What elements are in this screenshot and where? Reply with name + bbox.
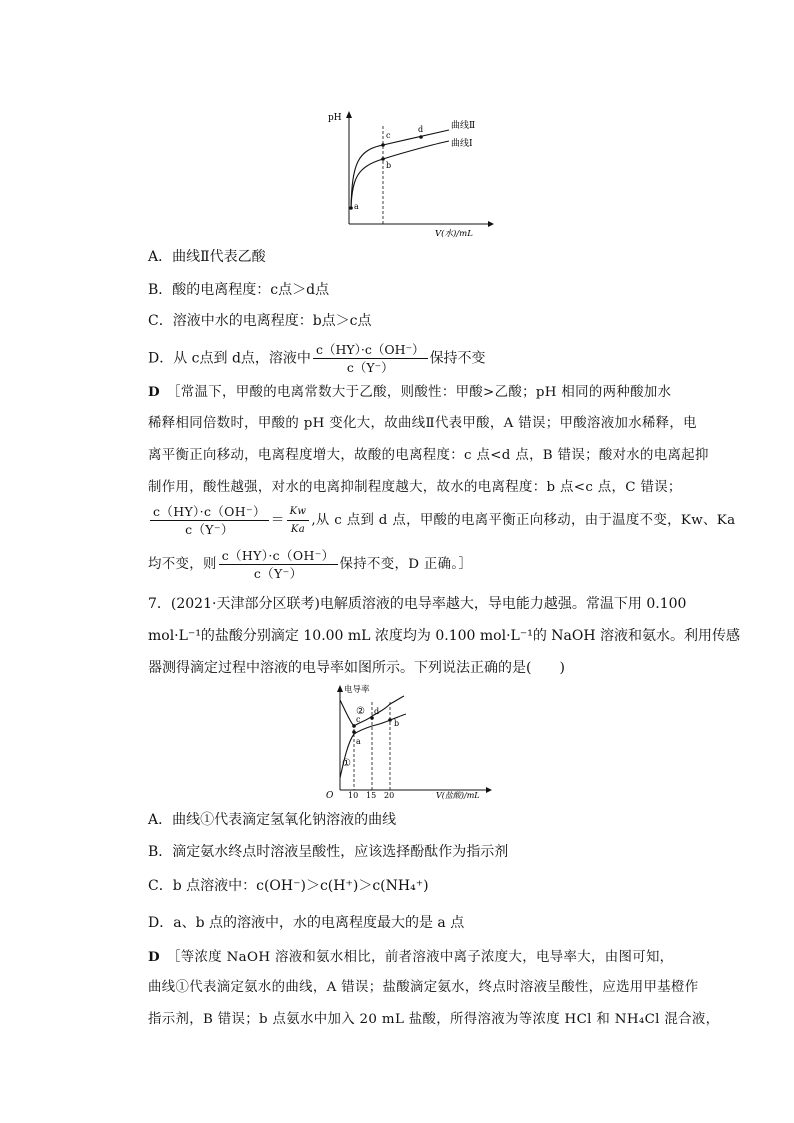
q7-option-b: B．滴定氨水终点时溶液呈酸性，应该选择酚酞作为指示剂 — [148, 844, 509, 860]
figure-conductivity — [316, 682, 496, 802]
point-c — [381, 143, 385, 147]
curve-1-label: ① — [342, 758, 351, 769]
q6-option-c: C．溶液中水的电离程度：b点＞c点 — [148, 313, 372, 329]
fraction-denominator: Ka — [290, 524, 306, 535]
q7-option-c: C．b 点溶液中：c(OH⁻)＞c(H⁺)＞c(NH₄⁺) — [148, 878, 429, 894]
q6-option-d-fraction — [313, 341, 428, 376]
answer-letter: D — [148, 949, 160, 965]
fraction-numerator: c（HY）·c（OH⁻） — [219, 547, 338, 565]
q6-answer-line-2: 稀释相同倍数时，甲酸的 pH 变化大，故曲线Ⅱ代表甲酸，A 错误；甲酸溶液加水稀释，电 — [148, 416, 697, 431]
q7-answer-line-3: 指示剂，B 错误；b 点氨水中加入 20 mL 盐酸，所得溶液为等浓度 HCl 和 NH₄Cl 混合液， — [148, 1012, 720, 1027]
point-a — [349, 206, 353, 210]
q6-option-d — [148, 341, 486, 376]
q6-answer-line-4: 制作用，酸性越强，对水的电离抑制程度越大，故水的电离程度：b 点<c 点，C 错误； — [148, 480, 682, 495]
answer-letter: D — [148, 384, 160, 400]
q6-answer-line-1 — [148, 382, 671, 403]
point-b — [388, 718, 392, 722]
answer-text: ［常温下，甲酸的电离常数大于乙酸，则酸性：甲酸>乙酸；pH 相同的两种酸加水 — [173, 385, 672, 400]
label-a: a — [356, 737, 361, 746]
q6-answer-line-6 — [148, 547, 472, 582]
y-axis-label: pH — [328, 113, 342, 123]
tick-15: 15 — [366, 791, 377, 800]
x-axis-label: V(盐酸)/mL — [436, 791, 480, 800]
curve-2-label: 曲线Ⅱ — [451, 121, 476, 131]
q7-answer-line-1 — [148, 947, 673, 968]
origin-label: O — [326, 791, 334, 801]
figure-ph-dilution — [325, 108, 495, 240]
q7-stem-line-3: 器测得滴定过程中溶液的电导率如图所示。下列说法正确的是( ) — [148, 660, 565, 676]
point-a — [352, 730, 356, 734]
answer-fraction — [219, 547, 338, 582]
x-axis-label: V(水)/mL — [435, 229, 473, 239]
tick-10: 10 — [348, 791, 359, 800]
y-axis-arrow — [346, 111, 352, 118]
kw-ka-fraction — [287, 503, 310, 538]
q7-answer-line-2: 曲线①代表滴定氨水的曲线，A 错误；盐酸滴定氨水，终点时溶液呈酸性，应选用甲基橙作 — [148, 980, 699, 995]
curve-1-label: 曲线Ⅰ — [451, 139, 473, 149]
point-b — [381, 157, 385, 161]
x-axis-arrow — [488, 221, 494, 227]
label-c: c — [356, 715, 361, 724]
curve-2 — [351, 130, 449, 208]
q6-option-b: B．酸的电离程度：c点＞d点 — [148, 282, 330, 298]
label-c: c — [386, 131, 391, 140]
q6-answer-line-5: $\frac{c(HY)\cdot c(OH^-)}{c(Y^-)}$ ＝ $\frac{Kw}{Ka}$ ,从 c 点到 d 点，甲酸的电离平衡正向移动，由于温度不变，Kw、Ka — [148, 503, 735, 538]
y-axis-arrow — [337, 685, 343, 692]
q7-option-d: D．a、b 点的溶液中，水的电离程度最大的是 a 点 — [148, 915, 465, 931]
curve-2-label: ② — [356, 706, 365, 717]
answer-text: ［等浓度 NaOH 溶液和氨水相比，前者溶液中离子浓度大，电导率大，由图可知， — [173, 950, 674, 965]
label-b: b — [386, 161, 392, 170]
q6-option-a: A．曲线Ⅱ代表乙酸 — [148, 249, 266, 265]
q6-answer-line-3: 离平衡正向移动，电离程度增大，故酸的电离程度：c 点<d 点，B 错误；酸对水的电离起抑 — [148, 448, 709, 463]
answer-text: ,从 c 点到 d 点，甲酸的电离平衡正向移动，由于温度不变，Kw、Ka — [311, 513, 736, 528]
fraction-denominator: c（Y⁻） — [253, 566, 303, 581]
x-axis-arrow — [486, 787, 492, 793]
answer-fraction — [150, 503, 269, 538]
answer-text: 均不变，则 — [148, 557, 217, 572]
fraction-numerator: Kw — [287, 503, 310, 521]
fraction-numerator: c（HY）·c（OH⁻） — [150, 503, 269, 521]
fraction-numerator: c（HY）·c（OH⁻） — [313, 341, 428, 359]
answer-text: 保持不变，D 正确。］ — [339, 557, 473, 572]
q6-option-d-suffix: 保持不变 — [429, 350, 486, 367]
fraction-denominator: c（Y⁻） — [185, 522, 234, 537]
point-c — [352, 724, 356, 728]
label-d: d — [418, 125, 424, 134]
curve-1 — [351, 141, 449, 208]
q6-option-d-prefix: D．从 c点到 d点，溶液中 — [148, 350, 311, 367]
point-d — [370, 716, 374, 720]
label-d: d — [374, 707, 380, 716]
q7-option-a: A．曲线①代表滴定氢氧化钠溶液的曲线 — [148, 812, 397, 828]
tick-20: 20 — [384, 791, 395, 800]
y-axis-label: 电导率 — [344, 685, 370, 695]
label-a: a — [354, 202, 359, 211]
q7-stem-line-1: 7．(2021·天津部分区联考)电解质溶液的电导率越大，导电能力越强。常温下用 0.100 — [148, 596, 687, 612]
q7-stem-line-2: mol·L⁻¹的盐酸分别滴定 10.00 mL 浓度均为 0.100 mol·L⁻¹的 NaOH 溶液和氨水。利用传感 — [148, 628, 741, 644]
fraction-denominator: c（Y⁻） — [346, 360, 394, 375]
point-d — [419, 135, 423, 139]
label-b: b — [394, 719, 400, 728]
